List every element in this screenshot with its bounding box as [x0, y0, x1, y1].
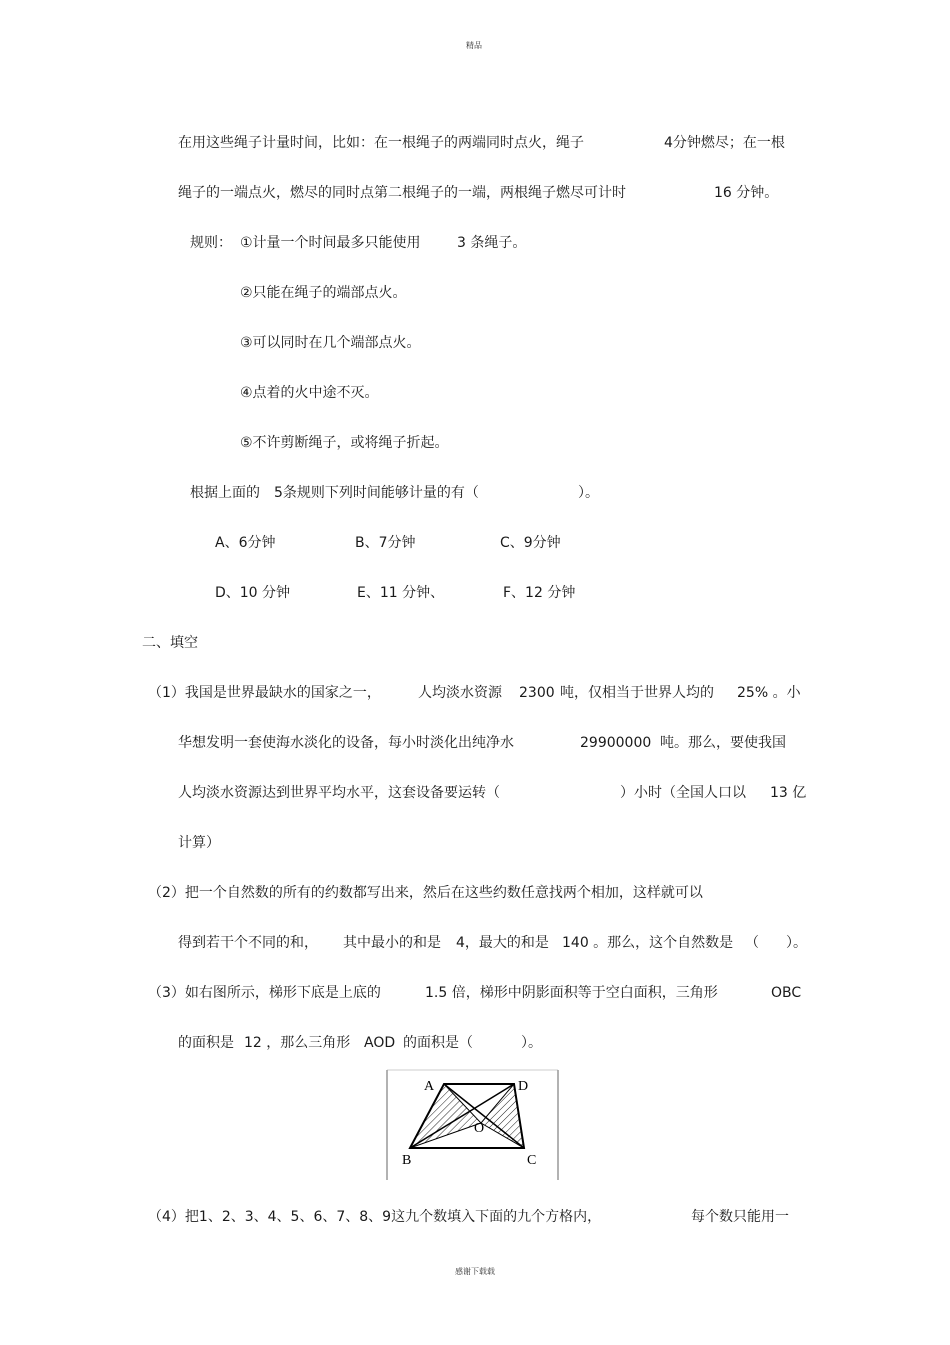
rule3: ③可以同时在几个端部点火。	[240, 335, 421, 351]
q1-line1-c: 2300	[519, 685, 555, 701]
option-d: D、10 分钟	[215, 585, 291, 601]
trapezoid-figure	[386, 1068, 560, 1180]
q4-line1-a: （4）把1、2、3、4、5、6、7、8、9这九个数填入下面的九个方格内，	[148, 1209, 602, 1225]
question-a: 根据上面的	[190, 485, 260, 501]
q1-line1-a: （1）我国是世界最缺水的国家之一，	[148, 685, 381, 701]
q2-line2-f: ）。	[786, 935, 807, 951]
q3-line2-e: ）。	[521, 1035, 542, 1051]
rule2: ②只能在绳子的端部点火。	[240, 285, 407, 301]
q3-line2-c: AOD	[364, 1035, 396, 1051]
q3-line1-b: 1.5 倍，梯形中阴影面积等于空白面积，三角形	[425, 985, 718, 1001]
q1-line4: 计算）	[178, 835, 220, 851]
q1-line3-b: ）小时（全国人口以	[620, 785, 746, 801]
option-f: F、12 分钟	[503, 585, 576, 601]
q2-line2-c: 4，最大的和是	[456, 935, 549, 951]
q2-line2-e: （	[745, 935, 759, 951]
rule1-a: ①计量一个时间最多只能使用	[240, 235, 421, 251]
option-b: B、7分钟	[355, 535, 416, 551]
q2-line2-b: 其中最小的和是	[343, 935, 441, 951]
rule5: ⑤不许剪断绳子，或将绳子折起。	[240, 435, 449, 451]
q1-line2-a: 华想发明一套使海水淡化的设备，每小时淡化出纯净水	[178, 735, 514, 751]
question-b: 5条规则下列时间能够计量的有（	[274, 485, 479, 501]
trapezoid-diagram	[386, 1068, 560, 1180]
q1-line1-e: 25% 。小	[737, 685, 801, 701]
question-c: ）。	[578, 485, 599, 501]
option-e: E、11 分钟、	[357, 585, 445, 601]
label-c: C	[527, 1153, 537, 1168]
rope-line2-a: 绳子的一端点火，燃尽的同时点第二根绳子的一端，两根绳子燃尽可计时	[178, 185, 626, 201]
page-header: 精品	[466, 41, 482, 50]
rule4: ④点着的火中途不灭。	[240, 385, 379, 401]
q1-line2-b: 29900000	[580, 735, 652, 751]
label-o: O	[474, 1121, 485, 1136]
rule1-b: 3 条绳子。	[457, 235, 527, 251]
q2-line2-a: 得到若干个不同的和，	[178, 935, 318, 951]
q2-line2-d: 140 。那么，这个自然数是	[562, 935, 734, 951]
q3-line2-b: 12 ，那么三角形	[244, 1035, 351, 1051]
label-d: D	[518, 1079, 529, 1094]
q4-line1-b: 每个数只能用一	[691, 1209, 789, 1225]
label-b: B	[402, 1153, 412, 1168]
page-footer: 感谢下载载	[455, 1267, 495, 1276]
q1-line3-c: 13 亿	[770, 785, 807, 801]
section-title: 二、填空	[142, 635, 198, 651]
rules-label: 规则：	[190, 235, 232, 251]
option-c: C、9分钟	[500, 535, 561, 551]
q1-line1-b: 人均淡水资源	[418, 685, 502, 701]
q3-line1-c: OBC	[771, 985, 802, 1001]
q1-line2-c: 吨。那么，要使我国	[660, 735, 786, 751]
q3-line1-a: （3）如右图所示，梯形下底是上底的	[148, 985, 381, 1001]
option-a: A、6分钟	[215, 535, 276, 551]
q1-line3-a: 人均淡水资源达到世界平均水平，这套设备要运转（	[178, 785, 500, 801]
q2-line1: （2）把一个自然数的所有的约数都写出来，然后在这些约数任意找两个相加，这样就可以	[148, 885, 703, 901]
rope-line2-b: 16 分钟。	[714, 185, 779, 201]
rope-line1-a: 在用这些绳子计量时间，比如：在一根绳子的两端同时点火，绳子	[178, 135, 584, 151]
q3-line2-a: 的面积是	[178, 1035, 234, 1051]
shaded-triangle-abo	[410, 1084, 481, 1148]
label-a: A	[424, 1079, 435, 1094]
rope-line1-b: 4分钟燃尽；在一根	[664, 135, 785, 151]
q3-line2-d: 的面积是（	[403, 1035, 473, 1051]
q1-line1-d: 吨，仅相当于世界人均的	[560, 685, 714, 701]
